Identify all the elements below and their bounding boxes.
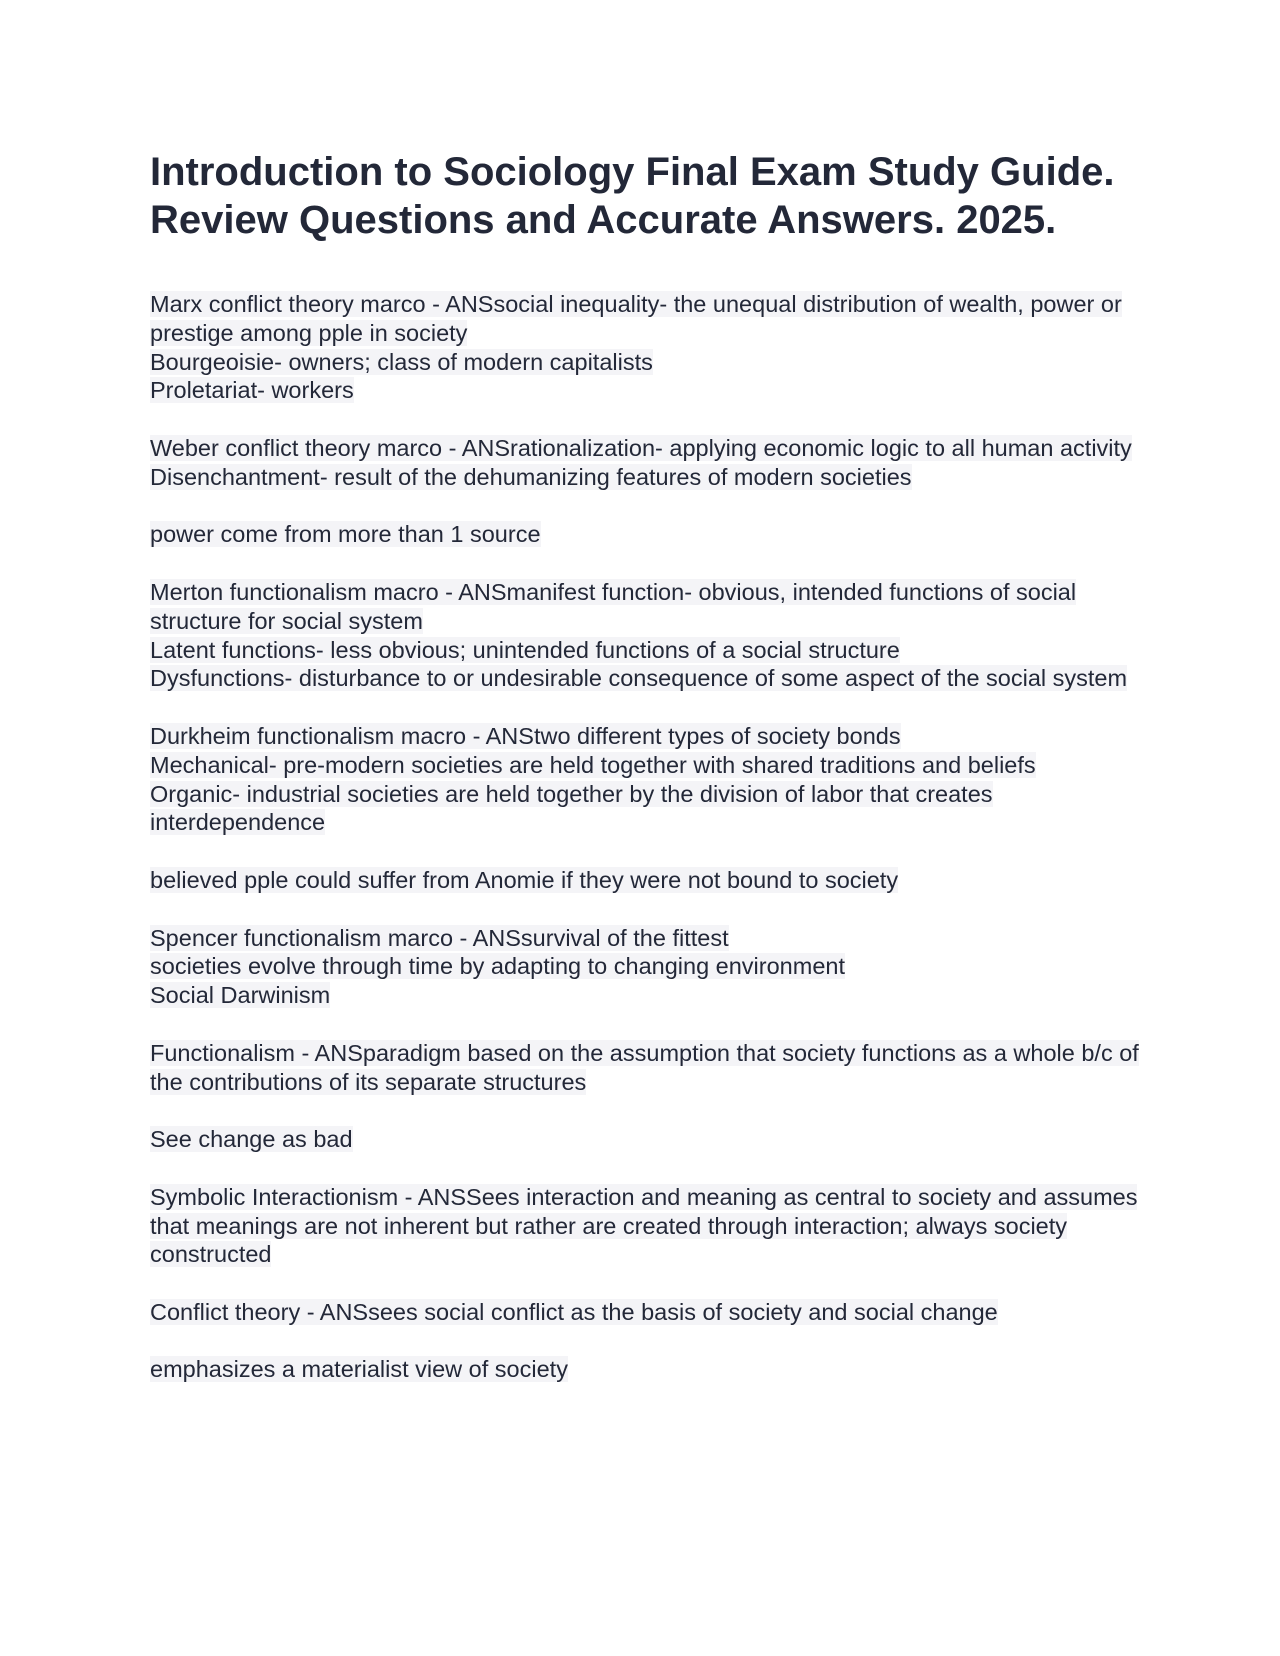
study-guide-entries	[150, 290, 1140, 1384]
entry-line-text: power come from more than 1 source	[150, 521, 541, 548]
study-entry	[150, 1183, 1140, 1269]
entry-line-text: Bourgeoisie- owners; class of modern capitalists	[150, 348, 653, 375]
entry-line	[150, 348, 1140, 377]
entry-line-text: Disenchantment- result of the dehumanizing features of modern societies	[150, 463, 912, 490]
entry-line	[150, 866, 1140, 895]
entry-line-text: Dysfunctions- disturbance to or undesirable consequence of some aspect of the social system	[150, 665, 1128, 692]
study-entry	[150, 578, 1140, 693]
entry-line	[150, 636, 1140, 665]
entry-line	[150, 952, 1140, 981]
entry-line-text: Merton functionalism macro - ANSmanifest function- obvious, intended functions of social structure for social system	[150, 578, 1077, 634]
entry-line	[150, 290, 1140, 348]
study-entry	[150, 866, 1140, 895]
entry-line	[150, 1125, 1140, 1154]
entry-line	[150, 780, 1140, 838]
entry-line-text: societies evolve through time by adapting to changing environment	[150, 953, 845, 980]
entry-line-text: Mechanical- pre-modern societies are held together with shared traditions and beliefs	[150, 751, 1036, 778]
study-entry	[150, 1039, 1140, 1097]
entry-line-text: Symbolic Interactionism - ANSSees interaction and meaning as central to society and assumes that meanings are not inherent but rather are created through interaction; always society constructed	[150, 1183, 1138, 1268]
study-entry	[150, 1298, 1140, 1327]
entry-line-text: Conflict theory - ANSsees social conflict as the basis of society and social change	[150, 1298, 998, 1325]
entry-line	[150, 981, 1140, 1010]
document-title: Introduction to Sociology Final Exam Study Guide. Review Questions and Accurate Answers. 2025.	[150, 150, 1115, 242]
entry-line-text: Durkheim functionalism macro - ANStwo different types of society bonds	[150, 722, 901, 749]
entry-line-text: Spencer functionalism marco - ANSsurvival of the fittest	[150, 924, 729, 951]
entry-line-text: Latent functions- less obvious; unintended functions of a social structure	[150, 636, 900, 663]
entry-line	[150, 1183, 1140, 1269]
entry-line-text: believed pple could suffer from Anomie if they were not bound to society	[150, 866, 899, 893]
study-entry	[150, 290, 1140, 405]
entry-line	[150, 751, 1140, 780]
entry-line	[150, 722, 1140, 751]
entry-line-text: Marx conflict theory marco - ANSsocial inequality- the unequal distribution of wealth, power or prestige among pple in society	[150, 291, 1122, 346]
entry-line	[150, 520, 1140, 549]
study-entry	[150, 924, 1140, 1010]
entry-line-text: emphasizes a materialist view of society	[150, 1356, 568, 1383]
entry-line	[150, 376, 1140, 405]
study-entry	[150, 434, 1140, 492]
study-entry	[150, 520, 1140, 549]
entry-line-text: Proletariat- workers	[150, 377, 354, 404]
entry-line	[150, 434, 1140, 463]
entry-line	[150, 1298, 1140, 1327]
document-page	[150, 148, 1140, 1413]
entry-line	[150, 1355, 1140, 1384]
study-entry	[150, 722, 1140, 837]
entry-line-text: Organic- industrial societies are held together by the division of labor that creates interdependence	[150, 780, 993, 836]
entry-line	[150, 463, 1140, 492]
entry-line-text: Social Darwinism	[150, 982, 331, 1009]
entry-line-text: Weber conflict theory marco - ANSrationalization- applying economic logic to all human activity	[150, 434, 1132, 461]
entry-line-text: See change as bad	[150, 1126, 353, 1153]
entry-line	[150, 924, 1140, 953]
entry-line	[150, 664, 1140, 693]
entry-line	[150, 578, 1140, 636]
entry-line-text: Functionalism - ANSparadigm based on the assumption that society functions as a whole b/c of the contributions of its separate structures	[150, 1039, 1139, 1095]
entry-line	[150, 1039, 1140, 1097]
study-entry	[150, 1125, 1140, 1154]
study-entry	[150, 1355, 1140, 1384]
